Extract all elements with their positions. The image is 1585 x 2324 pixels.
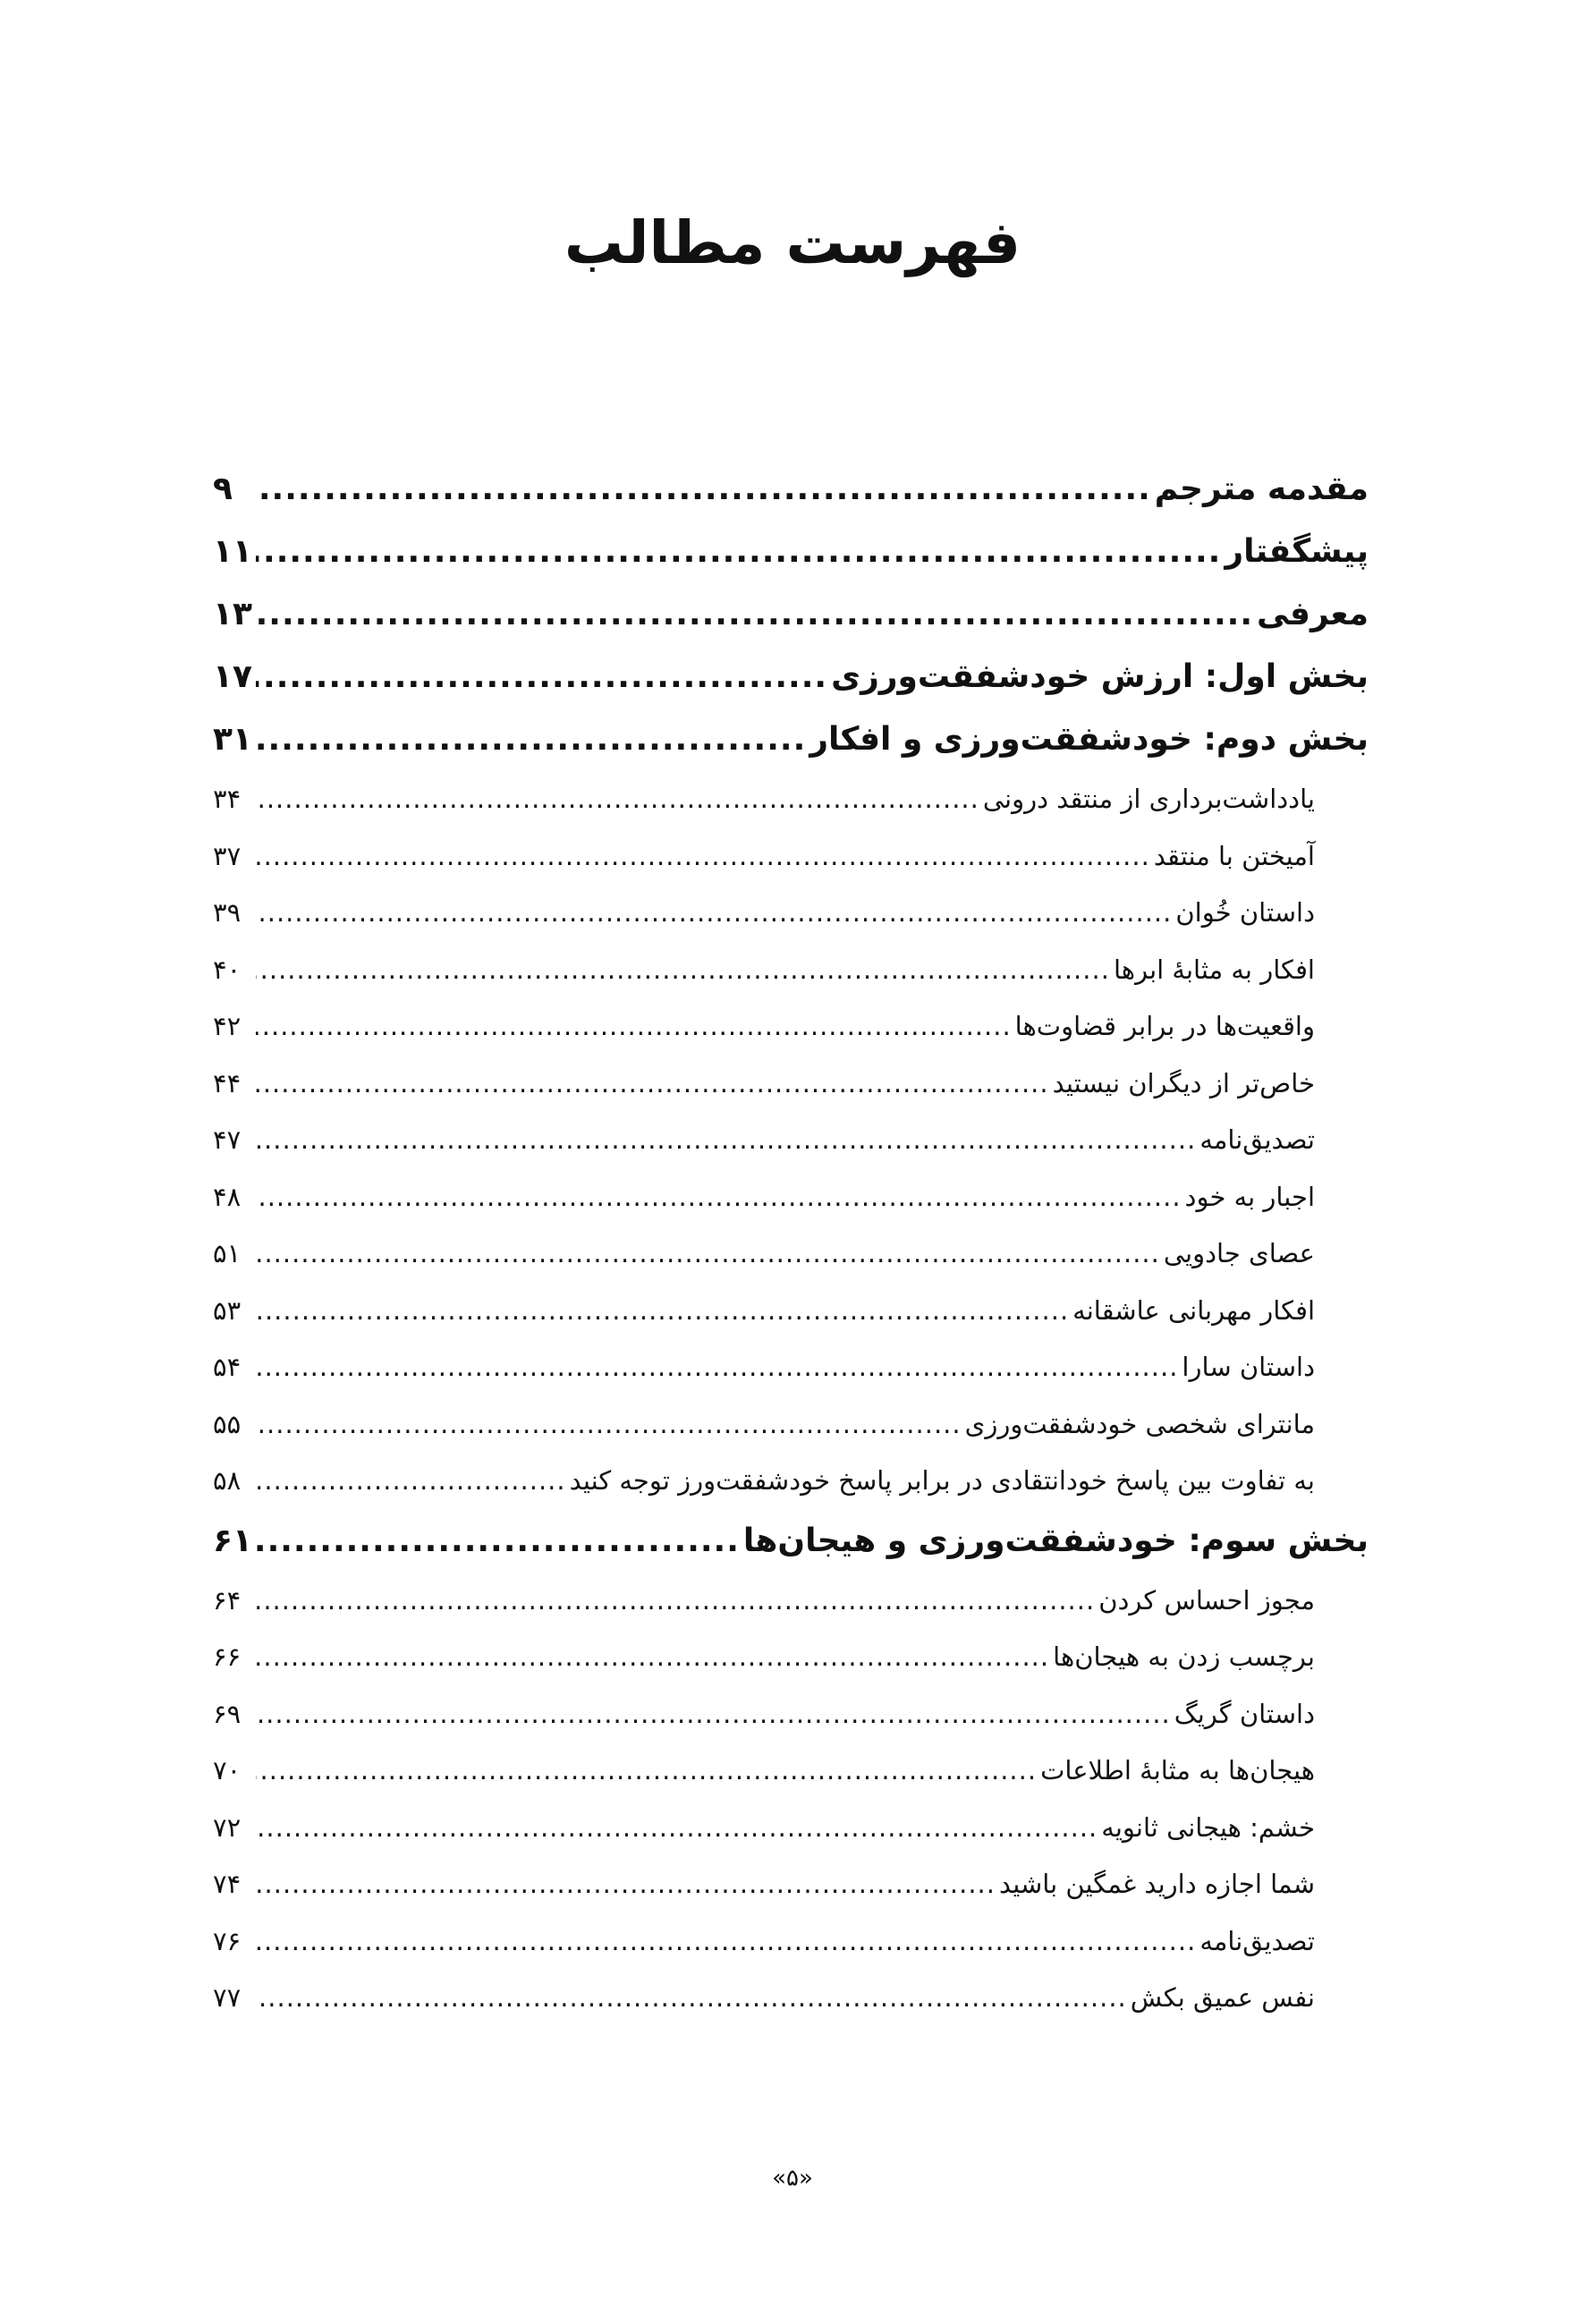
table-of-contents (213, 458, 1369, 2027)
toc-entry-title: آمیختن با منتقد (1153, 840, 1315, 871)
toc-dot-leader (256, 646, 827, 708)
toc-section-row (213, 1112, 1369, 1169)
toc-section-row (213, 828, 1369, 886)
toc-dot-leader (256, 1510, 740, 1573)
toc-entry-title: داستان خُوان (1175, 897, 1315, 928)
page-number: «۵» (772, 2165, 813, 2192)
toc-entry-title: داستان گریگ (1174, 1698, 1315, 1729)
toc-dot-leader (256, 1970, 1127, 2027)
toc-entry-page: ۳۱ (213, 721, 252, 758)
toc-dot-leader (256, 1396, 962, 1454)
toc-entry-page: ۶۴ (213, 1584, 242, 1616)
toc-chapter-row (213, 1510, 1369, 1573)
toc-section-row (213, 1913, 1369, 1971)
toc-section-row (213, 1573, 1369, 1630)
toc-section-row (213, 1856, 1369, 1913)
toc-dot-leader (256, 1169, 1182, 1226)
toc-dot-leader (256, 998, 1012, 1056)
toc-section-row (213, 1226, 1369, 1283)
toc-entry-page: ۱۳ (213, 596, 252, 632)
toc-entry-title: بخش سوم: خودشفقت‌ورزی و هیجان‌ها (742, 1522, 1369, 1559)
toc-dot-leader (256, 1856, 996, 1913)
toc-section-row (213, 1970, 1369, 2027)
toc-entry-title: به تفاوت بین پاسخ خودانتقادی در برابر پاسخ خودشفقت‌ورز توجه کنید (569, 1465, 1315, 1496)
toc-entry-title: تصدیق‌نامه (1199, 1925, 1315, 1956)
toc-entry-title: اجبار به خود (1184, 1181, 1315, 1212)
toc-entry-title: تصدیق‌نامه (1199, 1124, 1315, 1155)
toc-dot-leader (256, 458, 1151, 521)
toc-entry-page: ۱۷ (213, 658, 252, 695)
toc-entry-title: مجوز احساس کردن (1098, 1584, 1315, 1616)
toc-section-row (213, 998, 1369, 1056)
toc-entry-page: ۷۷ (213, 1982, 242, 2013)
toc-entry-page: ۷۴ (213, 1869, 242, 1899)
toc-dot-leader (256, 1629, 1049, 1686)
toc-section-row (213, 1686, 1369, 1743)
toc-entry-title: نفس عمیق بکش (1130, 1982, 1315, 2013)
toc-dot-leader (256, 1913, 1196, 1971)
toc-section-row (213, 1800, 1369, 1857)
toc-entry-title: داستان سارا (1182, 1352, 1315, 1382)
toc-chapter-row (213, 521, 1369, 583)
toc-chapter-row (213, 583, 1369, 646)
toc-dot-leader (256, 521, 1221, 583)
toc-section-row (213, 1743, 1369, 1800)
toc-dot-leader (256, 708, 806, 771)
toc-entry-page: ۷۰ (213, 1755, 242, 1785)
toc-section-row (213, 771, 1369, 828)
toc-entry-page: ۴۸ (213, 1181, 242, 1212)
toc-dot-leader (256, 1453, 566, 1510)
toc-section-row (213, 1169, 1369, 1226)
toc-entry-title: برچسب زدن به هیجان‌ها (1053, 1641, 1315, 1672)
toc-entry-page: ۳۴ (213, 784, 242, 814)
toc-entry-title: معرفی (1257, 596, 1369, 632)
toc-dot-leader (256, 885, 1172, 942)
toc-entry-page: ۵۵ (213, 1408, 242, 1439)
toc-entry-page: ۴۲ (213, 1011, 242, 1041)
toc-entry-page: ۷۲ (213, 1811, 242, 1843)
toc-entry-title: خاص‌تر از دیگران نیستید (1052, 1067, 1315, 1098)
toc-entry-title: مانترای شخصی خودشفقت‌ورزی (964, 1408, 1315, 1439)
toc-section-row (213, 942, 1369, 999)
toc-section-row (213, 1629, 1369, 1686)
toc-entry-page: ۶۹ (213, 1698, 242, 1729)
toc-entry-page: ۴۰ (213, 954, 242, 985)
toc-entry-title: مقدمه مترجم (1154, 471, 1369, 507)
toc-entry-page: ۴۷ (213, 1124, 242, 1155)
toc-chapter-row (213, 458, 1369, 521)
toc-dot-leader (256, 942, 1110, 999)
toc-entry-page: ۹ (213, 471, 233, 507)
toc-dot-leader (256, 1800, 1098, 1857)
toc-section-row (213, 1396, 1369, 1454)
toc-entry-page: ۳۹ (213, 897, 242, 928)
toc-dot-leader (256, 583, 1253, 646)
toc-dot-leader (256, 1339, 1178, 1396)
toc-section-row (213, 1339, 1369, 1396)
toc-entry-page: ۷۶ (213, 1925, 242, 1956)
toc-entry-page: ۱۱ (213, 533, 252, 570)
toc-dot-leader (256, 1056, 1049, 1113)
toc-entry-page: ۵۳ (213, 1294, 242, 1326)
toc-chapter-row (213, 708, 1369, 771)
toc-dot-leader (256, 1686, 1171, 1743)
toc-section-row (213, 1056, 1369, 1113)
toc-dot-leader (256, 828, 1150, 886)
toc-dot-leader (256, 1112, 1196, 1169)
toc-entry-page: ۳۷ (213, 840, 242, 871)
toc-dot-leader (256, 771, 979, 828)
page-title: فهرست مطالب (564, 208, 1021, 277)
toc-entry-page: ۵۸ (213, 1465, 242, 1496)
toc-section-row (213, 1283, 1369, 1340)
toc-entry-title: خشم: هیجانی ثانویه (1101, 1811, 1315, 1843)
toc-entry-title: عصای جادویی (1163, 1238, 1315, 1268)
toc-entry-page: ۶۶ (213, 1641, 242, 1672)
toc-entry-page: ۶۱ (213, 1522, 252, 1559)
toc-section-row (213, 885, 1369, 942)
toc-entry-title: شما اجازه دارید غمگین باشید (998, 1869, 1315, 1899)
toc-chapter-row (213, 646, 1369, 708)
toc-entry-title: افکار به مثابهٔ ابرها (1113, 954, 1315, 985)
toc-entry-page: ۴۴ (213, 1067, 242, 1098)
toc-entry-title: هیجان‌ها به مثابهٔ اطلاعات (1040, 1755, 1315, 1785)
toc-entry-title: بخش دوم: خودشفقت‌ورزی و افکار (809, 721, 1369, 758)
toc-dot-leader (256, 1573, 1095, 1630)
toc-entry-title: بخش اول: ارزش خودشفقت‌ورزی (831, 658, 1369, 695)
toc-entry-title: افکار مهربانی عاشقانه (1072, 1294, 1315, 1326)
toc-entry-page: ۵۴ (213, 1352, 242, 1382)
toc-dot-leader (256, 1283, 1069, 1340)
toc-dot-leader (256, 1743, 1037, 1800)
toc-entry-title: یادداشت‌برداری از منتقد درونی (982, 784, 1315, 814)
toc-entry-page: ۵۱ (213, 1238, 242, 1268)
toc-dot-leader (256, 1226, 1160, 1283)
toc-entry-title: واقعیت‌ها در برابر قضاوت‌ها (1014, 1011, 1315, 1041)
toc-entry-title: پیشگفتار (1225, 533, 1369, 570)
toc-section-row (213, 1453, 1369, 1510)
